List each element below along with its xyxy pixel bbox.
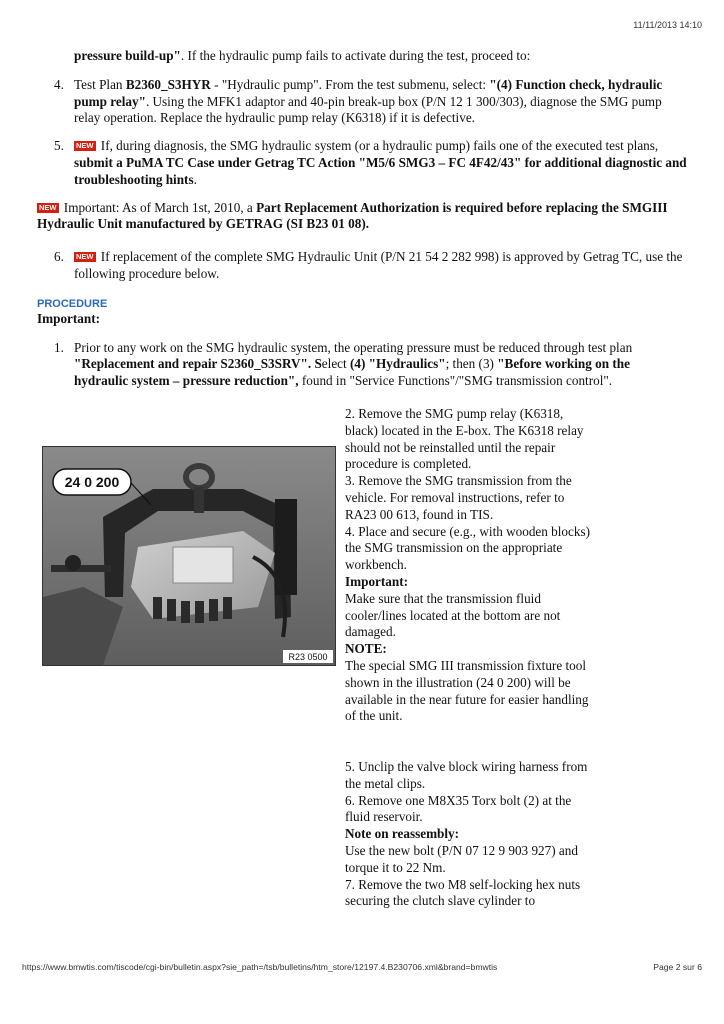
step4-text2: - "Hydraulic pump". From the test submenu, select: bbox=[210, 76, 490, 92]
transmission-fixture-illustration bbox=[42, 446, 336, 666]
intro-rest: . If the hydraulic pump fails to activate during the test, proceed to: bbox=[180, 48, 531, 63]
step-number: 4. bbox=[54, 76, 64, 92]
reassembly-text: Use the new bolt (P/N 07 12 9 903 927) and torque it to 22 Nm. bbox=[345, 843, 578, 875]
fixture-photo bbox=[43, 447, 335, 665]
step1-text2: elect bbox=[321, 356, 350, 372]
step-5-wiring: 5. Unclip the valve block wiring harness from the metal clips. bbox=[345, 759, 588, 791]
step-number: 1. bbox=[54, 339, 64, 355]
step5-text2: . bbox=[193, 171, 197, 187]
step1-text1: Prior to any work on the SMG hydraulic system, the operating pressure must be reduced through test plan bbox=[74, 339, 633, 355]
step-6-torx: 6. Remove one M8X35 Torx bolt (2) at the fluid reservoir. bbox=[345, 792, 572, 825]
handle-knob bbox=[65, 555, 81, 571]
step-7-nuts: 7. Remove the two M8 self-locking hex nuts securing the clutch slave cylinder to bbox=[345, 876, 581, 909]
procedure-heading: PROCEDURE bbox=[37, 297, 108, 310]
hydraulics-selection: (4) "Hydraulics" bbox=[349, 356, 446, 372]
step5-text1: If, during diagnosis, the SMG hydraulic system (or a hydraulic pump) fails one of the executed test plans, bbox=[97, 138, 659, 154]
step4-text1: Test Plan bbox=[74, 76, 126, 92]
important-heading: Important: bbox=[37, 310, 101, 326]
new-badge: NEW bbox=[39, 202, 57, 212]
important-label: Important: bbox=[345, 573, 409, 589]
function-check-selection: "(4) Function check, hydraulic pump relay" bbox=[74, 76, 663, 109]
two-column-section bbox=[37, 406, 687, 911]
step-6 bbox=[37, 249, 687, 283]
intro-text bbox=[37, 48, 687, 65]
figure-reference: R23 0500 bbox=[288, 651, 328, 662]
step-number: 5. bbox=[54, 138, 64, 154]
step-4-workbench: 4. Place and secure (e.g., with wooden blocks) the SMG transmission on the appropriate workbench. bbox=[345, 523, 590, 573]
step6-text: If replacement of the complete SMG Hydraulic Unit (P/N 21 54 2 282 998) is approved by Getrag TC, use the following procedure below. bbox=[74, 249, 683, 281]
intro-bold: pressure build-up" bbox=[74, 48, 181, 63]
step-3: 3. Remove the SMG transmission from the vehicle. For removal instructions, refer to RA23 00 613, found in TIS. bbox=[345, 473, 572, 522]
control-module bbox=[173, 547, 233, 583]
print-datetime: 11/11/2013 14:10 bbox=[633, 20, 702, 30]
important-authorization-note bbox=[37, 200, 687, 234]
test-plan-name: "Replacement and repair S2360_S3SRV". S bbox=[74, 356, 322, 372]
step-number: 6. bbox=[54, 249, 64, 265]
step1-text3: ; then (3) bbox=[445, 356, 498, 372]
page-url: https://www.bmwtis.com/tiscode/cgi-bin/bulletin.aspx?sie_path=/tsb/bulletins/htm_store/12197.4.B230706.xml&brand=bmwtis bbox=[22, 962, 498, 972]
bulletin-body bbox=[37, 48, 687, 911]
puma-case-instruction: submit a PuMA TC Case under Getrag TC Action "M5/6 SMG3 – FC 4F42/43" for additional diagnostic and troubleshooting hints bbox=[74, 154, 687, 187]
pressure-reduction-selection: "Before working on the hydraulic system – pressure reduction", bbox=[74, 356, 630, 389]
page-number: Page 2 sur 6 bbox=[653, 962, 702, 972]
note-bold: Part Replacement Authorization is required before replacing the SMGIII Hydraulic Unit manufactured by GETRAG (SI B23 01 08). bbox=[37, 199, 668, 232]
page-footer bbox=[22, 962, 702, 972]
right-column-steps bbox=[345, 406, 595, 910]
step-4 bbox=[37, 77, 687, 127]
important-text: Make sure that the transmission fluid cooler/lines located at the bottom are not damaged. bbox=[345, 590, 561, 640]
test-plan-code: B2360_S3HYR bbox=[125, 76, 211, 92]
step-5 bbox=[37, 138, 687, 188]
note-text: The special SMG III transmission fixture tool shown in the illustration (24 0 200) will be available in the near future for easier handling of the unit. bbox=[345, 657, 589, 724]
step1-text4: found in "Service Functions"/"SMG transmission control". bbox=[298, 373, 613, 389]
tool-number-callout: 24 0 200 bbox=[64, 473, 120, 490]
procedure-step-1 bbox=[37, 340, 687, 390]
fixture-handle bbox=[51, 565, 111, 572]
lifting-eye-stem bbox=[194, 487, 204, 513]
step4-text3: . Using the MFK1 adaptor and 40-pin break-up box (P/N 12 1 300/303), diagnose the SMG pump relay operation. Replace the hydraulic pump relay (K6318) if it is defective. bbox=[74, 93, 662, 126]
new-badge: NEW bbox=[76, 141, 94, 151]
step-2: 2. Remove the SMG pump relay (K6318, black) located in the E-box. The K6318 relay should not be reinstalled until the repair procedure is completed. bbox=[345, 405, 584, 472]
note-label: NOTE: bbox=[345, 641, 387, 657]
new-badge: NEW bbox=[76, 252, 94, 262]
note-text: Important: As of March 1st, 2010, a bbox=[60, 199, 257, 215]
reassembly-label: Note on reassembly: bbox=[345, 826, 460, 842]
